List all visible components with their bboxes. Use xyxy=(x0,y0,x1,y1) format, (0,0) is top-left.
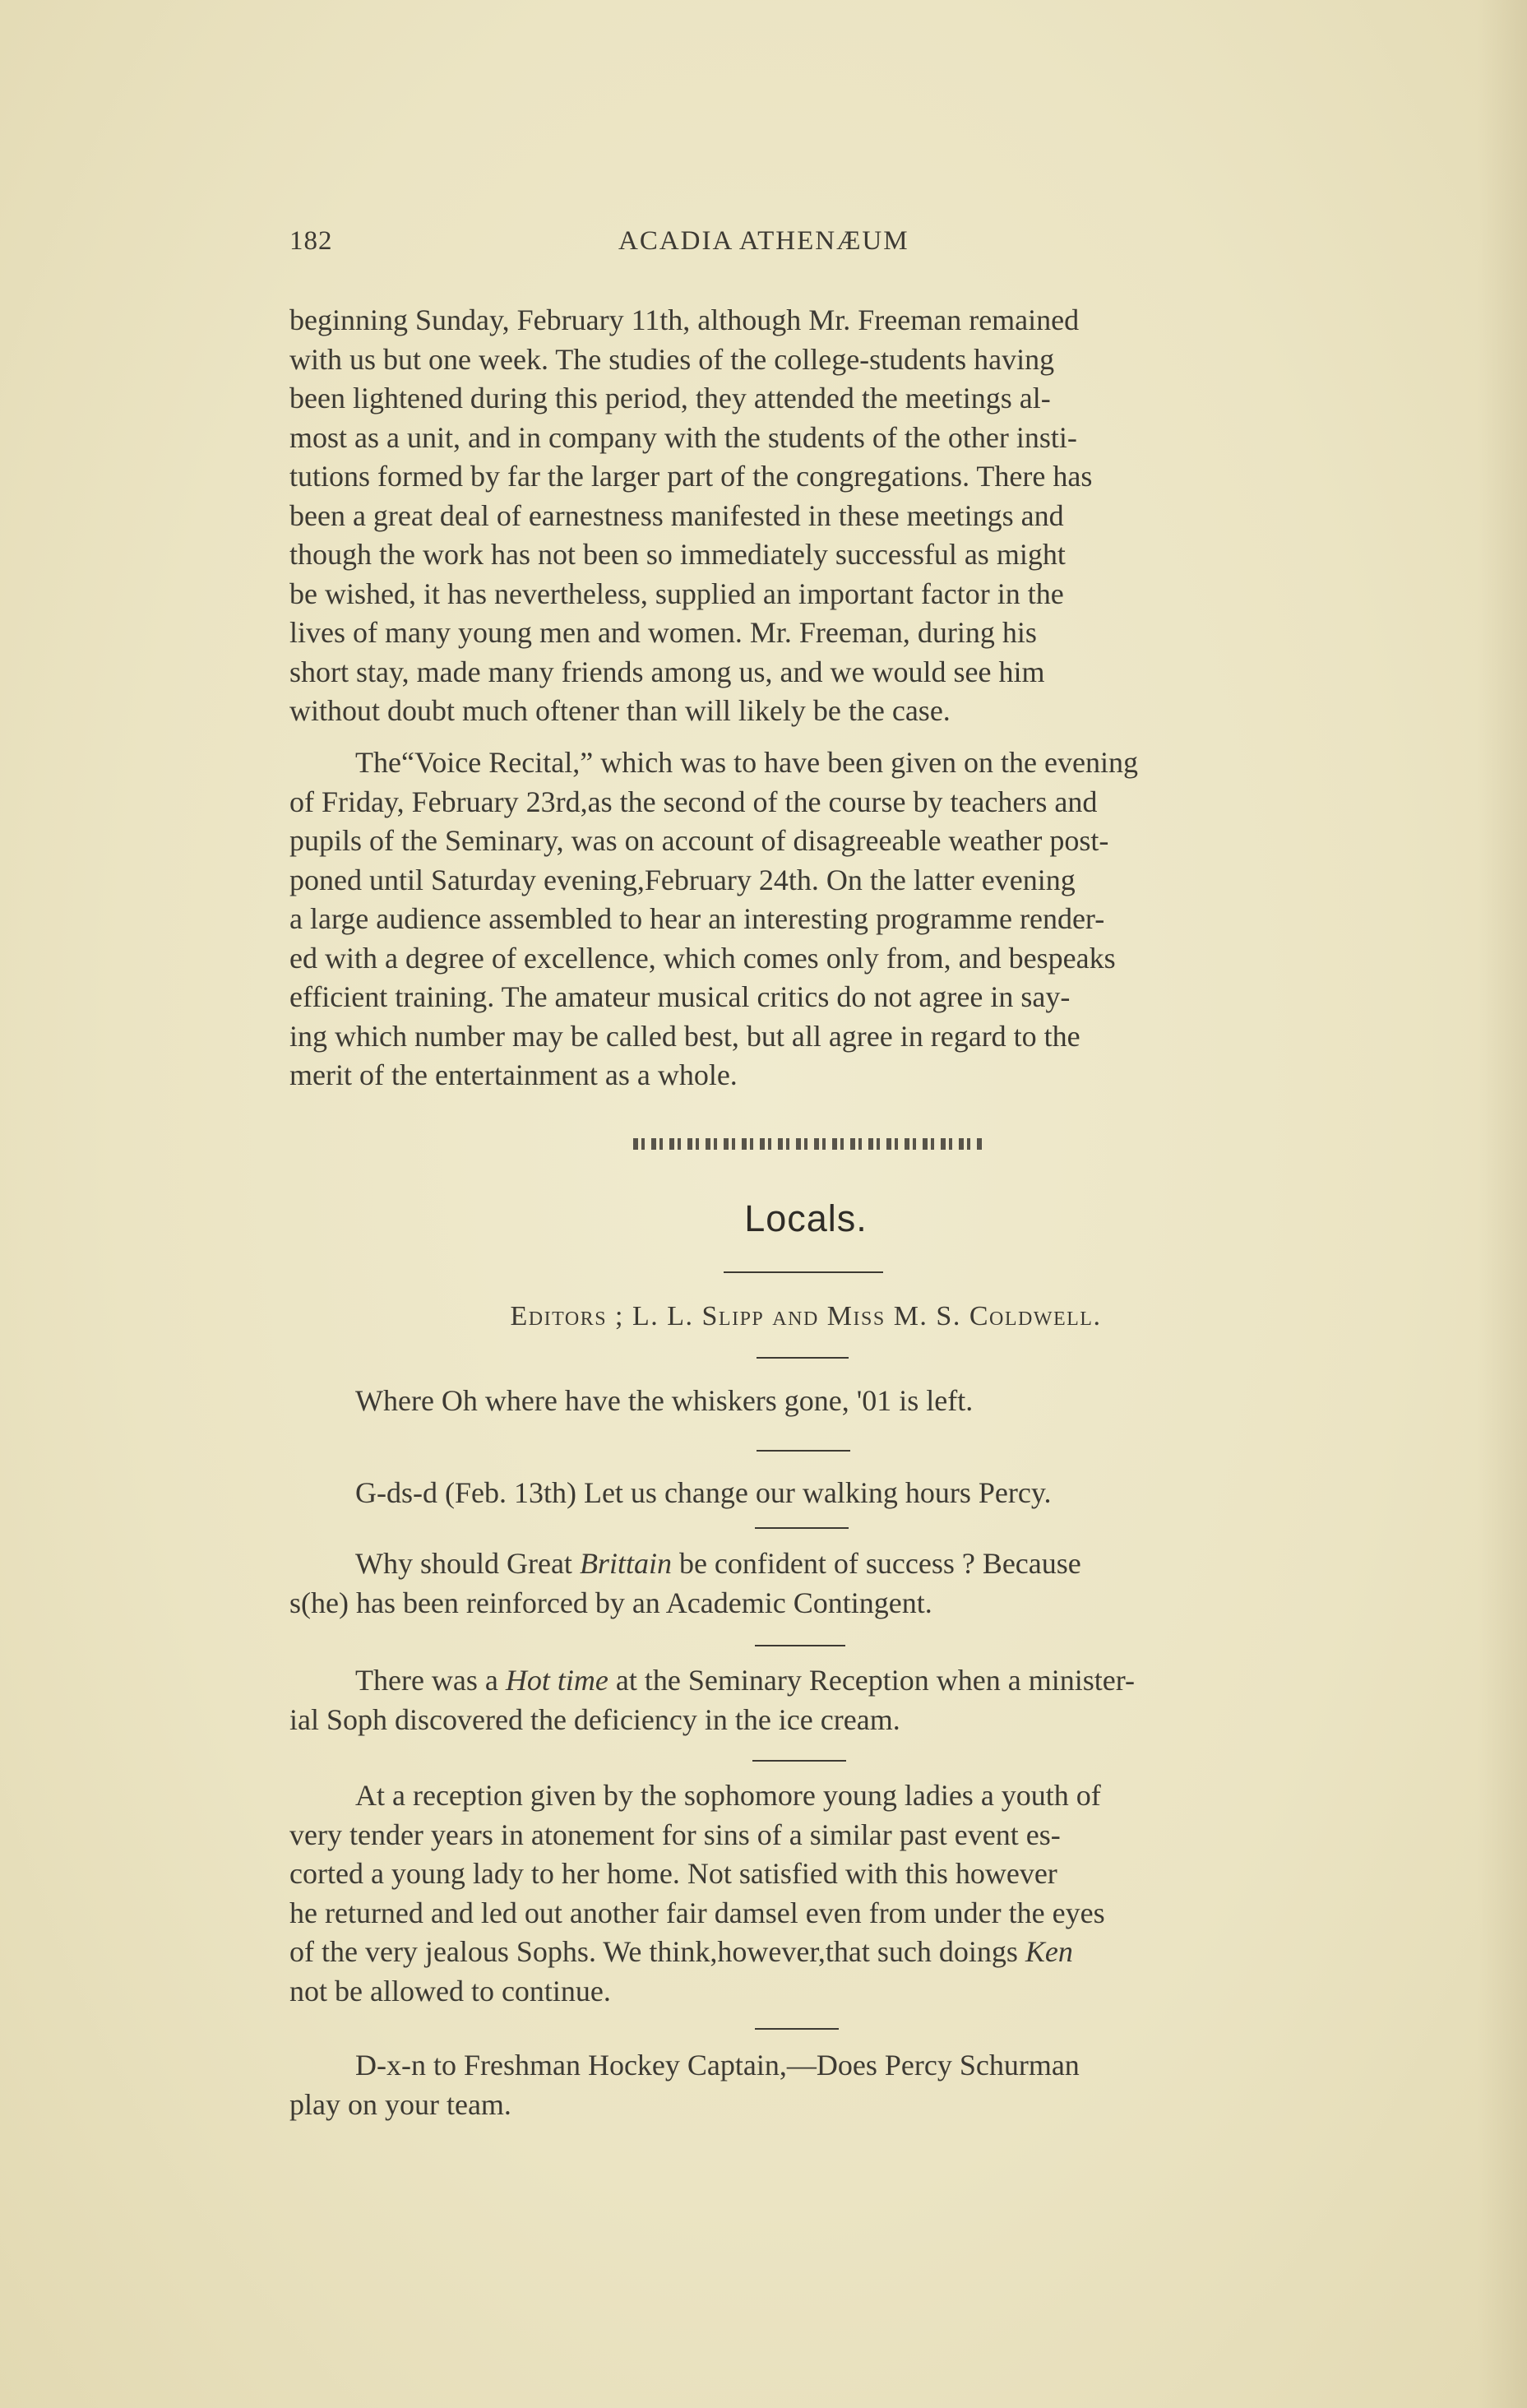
text-line: s(he) has been reinforced by an Academic Contingent. xyxy=(289,1586,932,1619)
italic-text: Hot time xyxy=(505,1664,608,1697)
text-line: D-x-n to Freshman Hockey Captain,—Does Percy Schurman xyxy=(355,2049,1080,2082)
text-line: merit of the entertainment as a whole. xyxy=(289,1058,738,1091)
text-line: G-ds-d (Feb. 13th) Let us change our walking hours Percy. xyxy=(355,1476,1052,1509)
ornamental-divider xyxy=(633,1138,983,1150)
text-line: ial Soph discovered the deficiency in the ice cream. xyxy=(289,1702,900,1736)
text-line xyxy=(289,1933,1313,1972)
text-span: of the very jealous Sophs. We think,however,that such doings xyxy=(289,1935,1025,1968)
text-line: short stay, made many friends among us, and we would see him xyxy=(289,655,1045,688)
text-line: a large audience assembled to hear an interesting programme render- xyxy=(289,902,1105,935)
text-line: though the work has not been so immediately successful as might xyxy=(289,538,1066,571)
italic-text: Brittain xyxy=(579,1547,672,1580)
text-line: with us but one week. The studies of the college-students having xyxy=(289,342,1055,376)
text-line: At a reception given by the sophomore young ladies a youth of xyxy=(355,1779,1101,1812)
text-line: corted a young lady to her home. Not satisfied with this however xyxy=(289,1857,1057,1890)
text-line: of Friday, February 23rd,as the second of the course by teachers and xyxy=(289,785,1098,818)
text-span: be confident of success ? Because xyxy=(671,1547,1081,1580)
text-line: most as a unit, and in company with the students of the other insti- xyxy=(289,420,1077,454)
local-item-walking-hours xyxy=(289,1474,1313,1513)
text-line: beginning Sunday, February 11th, although Mr. Freeman remained xyxy=(289,303,1080,336)
journal-title: ACADIA ATHENÆUM xyxy=(618,226,909,256)
text-line: play on your team. xyxy=(289,2087,511,2121)
text-line: Where Oh where have the whiskers gone, '01 is left. xyxy=(355,1384,974,1417)
section-title-locals: Locals. xyxy=(744,1197,868,1239)
divider-rule xyxy=(755,1645,845,1646)
text-line: without doubt much oftener than will likely be the case. xyxy=(289,694,951,727)
text-line: been a great deal of earnestness manifested in these meetings and xyxy=(289,498,1064,532)
text-line xyxy=(289,1661,1313,1701)
divider-rule xyxy=(757,1450,850,1452)
text-line: The“Voice Recital,” which was to have been given on the evening xyxy=(355,746,1138,779)
text-line: ing which number may be called best, but all agree in regard to the xyxy=(289,1019,1080,1053)
text-line: tutions formed by far the larger part of the congregations. There has xyxy=(289,460,1093,493)
text-span: Why should Great xyxy=(355,1547,580,1580)
divider-rule xyxy=(752,1760,846,1762)
local-item-reception xyxy=(289,1776,1313,2011)
paragraph-freeman-meetings xyxy=(289,301,1313,731)
italic-text: Ken xyxy=(1025,1935,1073,1968)
text-line: lives of many young men and women. Mr. Freeman, during his xyxy=(289,616,1037,649)
text-line: pupils of the Seminary, was on account of disagreeable weather post- xyxy=(289,824,1109,857)
text-line: been lightened during this period, they attended the meetings al- xyxy=(289,382,1051,414)
local-item-hockey xyxy=(289,2046,1313,2124)
text-line: ed with a degree of excellence, which comes only from, and bespeaks xyxy=(289,941,1116,975)
text-line: he returned and led out another fair damsel even from under the eyes xyxy=(289,1896,1105,1929)
divider-rule xyxy=(724,1271,883,1273)
local-item-whiskers xyxy=(289,1382,1313,1421)
text-line: poned until Saturday evening,February 24th. On the latter evening xyxy=(289,863,1076,896)
divider-rule xyxy=(757,1357,849,1359)
text-line: efficient training. The amateur musical critics do not agree in say- xyxy=(289,980,1071,1013)
text-line xyxy=(289,1544,1313,1584)
editors-line: Editors ; L. L. Slipp and Miss M. S. Coldwell. xyxy=(510,1301,1102,1331)
text-line: not be allowed to continue. xyxy=(289,1974,611,2007)
text-line: very tender years in atonement for sins of a similar past event es- xyxy=(289,1818,1061,1851)
paragraph-voice-recital xyxy=(289,743,1313,1095)
local-item-brittain xyxy=(289,1544,1313,1623)
text-span: There was a xyxy=(355,1664,506,1697)
text-span: at the Seminary Reception when a minister- xyxy=(608,1664,1135,1697)
text-line: be wished, it has nevertheless, supplied an important factor in the xyxy=(289,577,1064,610)
page-number: 182 xyxy=(289,226,333,256)
divider-rule xyxy=(755,1527,849,1529)
local-item-hot-time xyxy=(289,1661,1313,1739)
divider-rule xyxy=(755,2028,839,2030)
